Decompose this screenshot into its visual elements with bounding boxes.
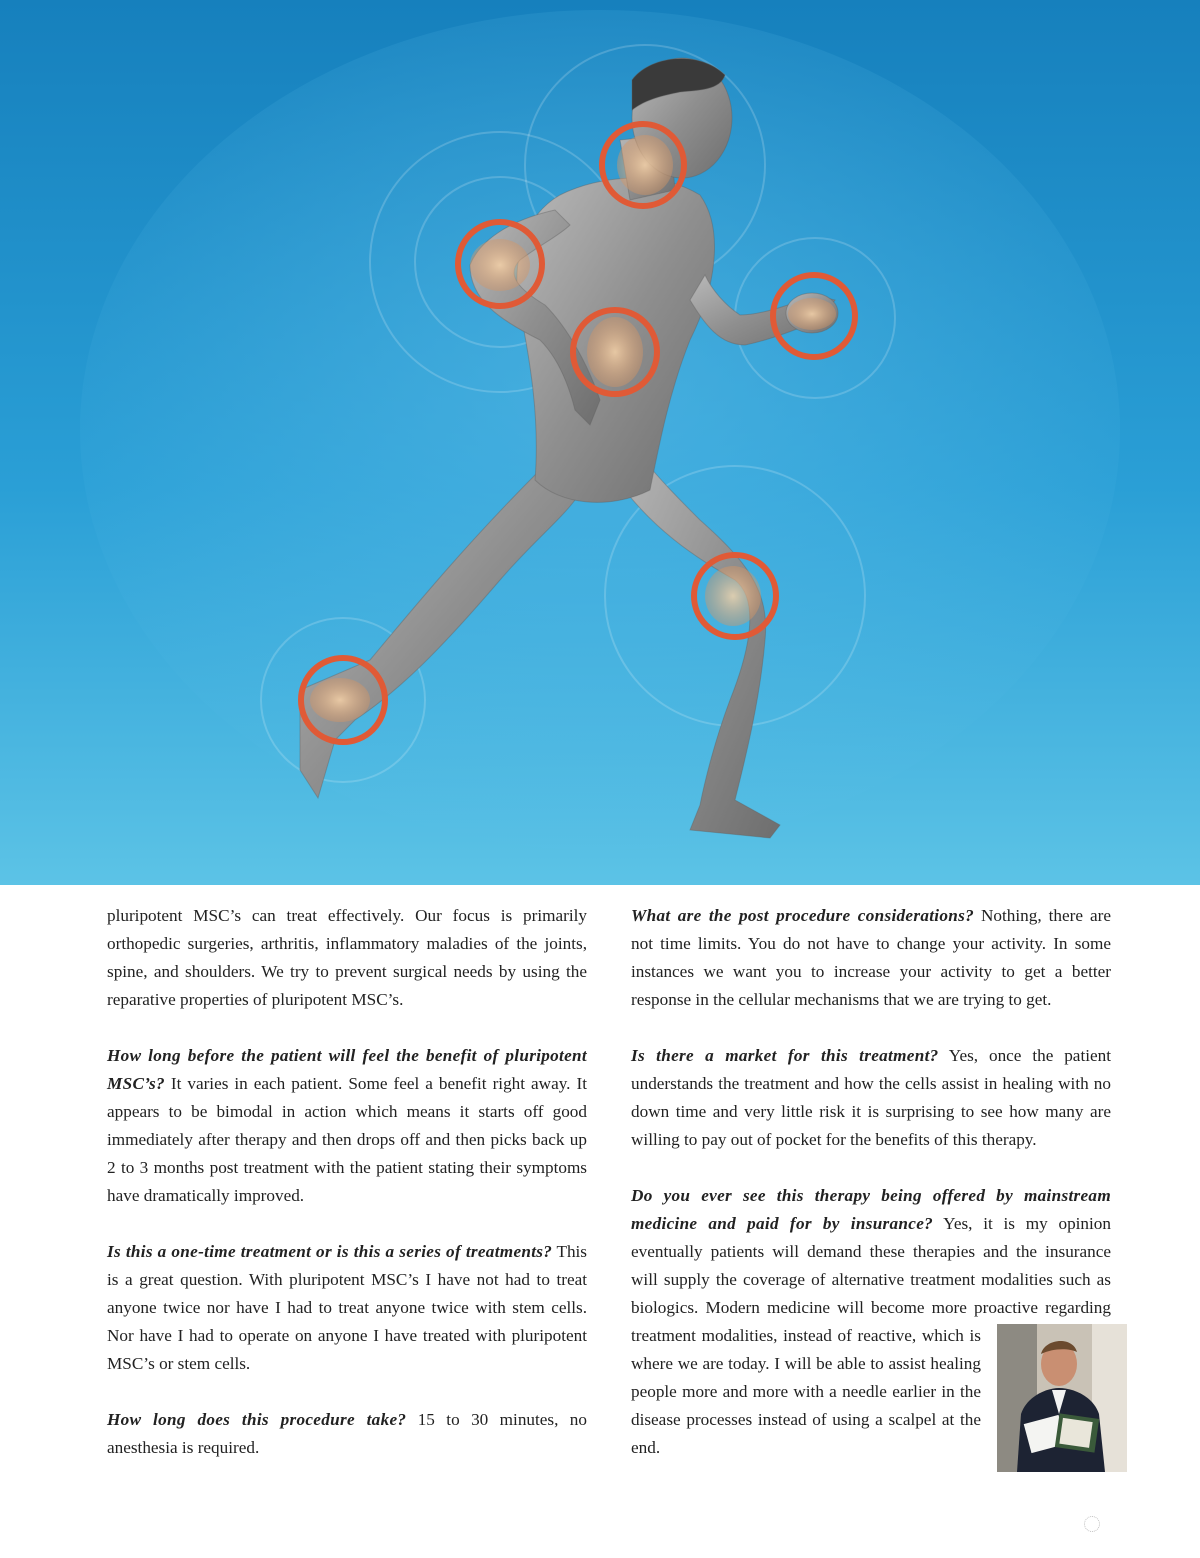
qa-paragraph [631,1182,1111,1462]
qa-paragraph [631,1042,1111,1154]
question-text: How long does this procedure take? [107,1410,407,1429]
question-text: How long before the patient will feel the benefit of pluripotent MSC’s? [107,1046,587,1093]
question-text: Is this a one-time treatment or is this a series of treatments? [107,1242,553,1261]
intro-paragraph: pluripotent MSC’s can treat effectively. Our focus is primarily orthopedic surgeries, arthritis, inflammatory maladies of the joints, spine, and shoulders. We try to prevent surgical needs by using the reparative properties of pluripotent MSC’s. [107,906,587,1009]
question-text: Do you ever see this therapy being offered by mainstream medicine and paid for by insurance? [631,1186,1111,1233]
qa-paragraph [631,902,1111,1014]
answer-text: Nothing, there are not time limits. You do not have to change your activity. In some instances we want you to increase your activity to get a better response in the cellular mechanisms that we are trying to get. [631,906,1111,1009]
answer-text: Yes, once the patient understands the treatment and how the cells assist in healing with no down time and very little risk it is surprising to see how many are willing to pay out of pocket for the benefits of this therapy. [631,1046,1111,1149]
answer-text: 15 to 30 minutes, no anesthesia is required. [107,1410,587,1457]
doctor-portrait-photo [997,1324,1127,1472]
qa-paragraph [107,1042,587,1210]
qa-paragraph [107,1238,587,1378]
answer-text: This is a great question. With pluripotent MSC’s I have not had to treat anyone twice nor have I had to treat anyone twice with stem cells. Nor have I had to operate on anyone I have treated with pluripotent MSC’s or stem cells. [107,1242,587,1373]
question-text: Is there a market for this treatment? [631,1046,939,1065]
answer-text-lead: Yes, it is my opinion eventually patients will demand these therapies and the insurance will supply the coverage of alternative treatment modalities such as biologics. Modern medicine will become more proactive [631,1214,1111,1317]
answer-text-rest: regarding treatment modalities, instead of reactive, which is where we are today. I will be able to assist healing people more and more with a needle earlier in the disease processes instead of using a scalpel at the end. [631,1298,1111,1457]
question-text: What are the post procedure considerations? [631,906,975,925]
page-marker-icon [1084,1516,1100,1532]
right-column [631,902,1111,1490]
answer-text: It varies in each patient. Some feel a benefit right away. It appears to be bimodal in action which means it starts off good immediately after therapy and then drops off and then picks back up 2 to 3 months post treatment with the patient stating their symptoms have dramatically improved. [107,1074,587,1205]
left-column [107,902,587,1490]
qa-paragraph [107,1406,587,1462]
